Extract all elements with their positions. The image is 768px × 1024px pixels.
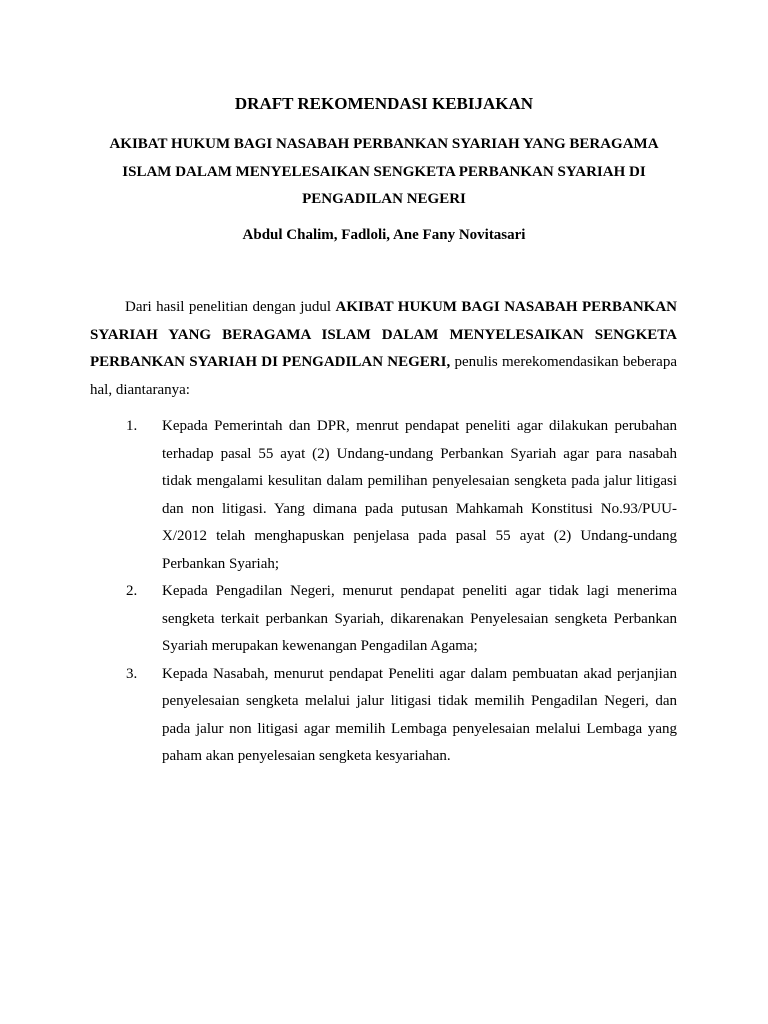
intro-lead: Dari hasil penelitian dengan judul [125,299,336,315]
recommendation-text: Kepada Pemerintah dan DPR, menrut pendapat peneliti agar dilakukan perubahan terhadap pasal 55 ayat (2) Undang-undang Perbankan Syariah agar para nasabah tidak mengalami kesulitan dalam pemilihan penyelesaian sengketa pada jalur litigasi dan non litigasi. Yang dimana pada putusan Mahkamah Konstitusi No.93/PUU-X/2012 telah menghapuskan penjelasa pada pasal 55 ayat (2) Undang-undang Perbankan Syariah; [162,418,677,572]
recommendation-number: 1. [126,418,138,434]
document-authors: Abdul Chalim, Fadloli, Ane Fany Novitasari [242,227,526,243]
recommendation-item [90,661,677,771]
document-title: DRAFT REKOMENDASI KEBIJAKAN [234,94,534,113]
intro-tail: penulis merekomendasikan beberapa hal, diantaranya: [90,354,677,398]
recommendation-number: 2. [126,583,138,599]
recommendation-text: Kepada Nasabah, menurut pendapat Peneliti agar dalam pembuatan akad perjanjian penyelesaian sengketa melalui jalur litigasi tidak memilih Pengadilan Negeri, dan pada jalur non litigasi agar memilih Lembaga penyelesaian melalui Lembaga yang paham akan penyelesaian sengketa kesyariahan. [162,665,677,764]
intro-paragraph [90,294,677,404]
recommendation-list [90,413,677,771]
document-subtitle: AKIBAT HUKUM BAGI NASABAH PERBANKAN SYARIAH YANG BERAGAMA ISLAM DALAM MENYELESAIKAN SENGKETA PERBANKAN SYARIAH DI PENGADILAN NEGERI [109,136,659,207]
intro-bold-title: AKIBAT HUKUM BAGI NASABAH PERBANKAN SYARIAH YANG BERAGAMA ISLAM DALAM MENYELESAIKAN SENGKETA PERBANKAN SYARIAH DI PENGADILAN NEGERI, [90,299,677,370]
recommendation-item [90,413,677,578]
recommendation-number: 3. [126,665,138,682]
recommendation-text: Kepada Pengadilan Negeri, menurut pendapat peneliti agar tidak lagi menerima sengketa terkait perbankan Syariah, dikarenakan Penyelesaian sengketa Perbankan Syariah merupakan kewenangan Pengadilan Agama; [162,583,677,654]
recommendation-item [90,578,677,661]
